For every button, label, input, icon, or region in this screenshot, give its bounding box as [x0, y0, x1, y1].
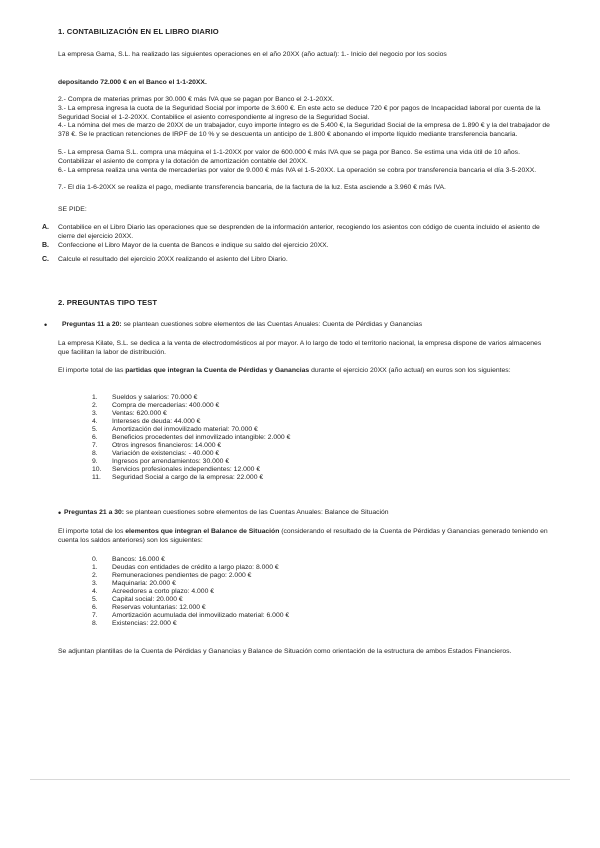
operation-2: 2.- Compra de materias primas por 30.000 € más IVA que se pagan por Banco el 2-1-20XX. — [58, 96, 335, 103]
section-1-heading: 1. CONTABILIZACIÓN EN EL LIBRO DIARIO — [58, 27, 219, 36]
task-c-text: Calcule el resultado del ejercicio 20XX realizando el asiento del Libro Diario. — [58, 256, 288, 263]
list-item: 1. Deudas con entidades de crédito a largo plazo: 8.000 € — [92, 564, 279, 571]
list-item: 0. Bancos: 16.000 € — [92, 556, 165, 563]
operation-7: 7.- El día 1-6-20XX se realiza el pago, mediante transferencia bancaria, de la factura de la luz. Esta asciende a 3.960 € más IVA. — [58, 184, 446, 191]
list-item: 8. Variación de existencias: - 40.000 € — [92, 450, 220, 457]
operation-6: 6.- La empresa realiza una venta de mercaderías por valor de 9.000 € más IVA el 1-5-20XX. La operación se cobra por transferencia bancaria el día 3-5-20XX. — [58, 167, 537, 174]
company-description: La empresa Kilate, S.L. se dedica a la venta de electrodomésticos al por mayor. A lo largo de todo el territorio nacional, la empresa dispone de varios almacenes que facilitan la labor de distribución. — [58, 340, 542, 356]
page-divider — [30, 779, 570, 780]
question-block-2-title: Preguntas 21 a 30: se plantean cuestiones sobre elementos de las Cuentas Anuales: Balance de Situación — [64, 509, 389, 516]
question-block-1-title: Preguntas 11 a 20: se plantean cuestiones sobre elementos de las Cuentas Anuales: Cuenta de Pérdidas y Ganancias — [62, 321, 423, 328]
list-item: 6. Beneficios procedentes del inmovilizado intangible: 2.000 € — [92, 434, 291, 441]
se-pide-label: SE PIDE: — [58, 206, 87, 213]
list-item: 1. Sueldos y salarios: 70.000 € — [92, 394, 198, 401]
task-c-marker: C. — [42, 256, 49, 263]
pyg-intro: El importe total de las partidas que integran la Cuenta de Pérdidas y Ganancias durante el ejercicio 20XX (año actual) en euros son los siguientes: — [58, 367, 511, 374]
balance-intro: El importe total de los elementos que integran el Balance de Situación (considerando el resultado de la Cuenta de Pérdidas y Ganancias generado teniendo en cuenta los saldos anteriores) son los siguientes: — [58, 528, 548, 544]
operation-4: 4.- La nómina del mes de marzo de 20XX de un trabajador, cuyo importe íntegro es de 5.400 €, la Seguridad Social de la empresa de 1.890 € y la del trabajador de 378 €. Se le practican retenciones de IRPF de 10 % y se descuenta un anticipo de 1.800 € abonando el importe líquido mediante transferencia bancaria. — [58, 122, 550, 138]
task-b-marker: B. — [42, 242, 49, 249]
bullet-icon: • — [58, 508, 62, 518]
list-item: 5. Capital social: 20.000 € — [92, 596, 183, 603]
list-item: 8. Existencias: 22.000 € — [92, 620, 177, 627]
list-item: 4. Acreedores a corto plazo: 4.000 € — [92, 588, 215, 595]
list-item: 6. Reservas voluntarias: 12.000 € — [92, 604, 206, 611]
list-item: 5. Amortización del inmovilizado material: 70.000 € — [92, 426, 258, 433]
list-item: 2. Remuneraciones pendientes de pago: 2.000 € — [92, 572, 252, 579]
list-item: 11. Seguridad Social a cargo de la empresa: 22.000 € — [92, 474, 264, 481]
task-a-text: Contabilice en el Libro Diario las operaciones que se desprenden de la información anterior, recogiendo los asientos con código de cuenta incluido el asiento de cierre del ejercicio 20XX. — [58, 224, 540, 240]
list-item: 4. Intereses de deuda: 44.000 € — [92, 418, 201, 425]
list-item: 2. Compra de mercaderías: 400.000 € — [92, 402, 220, 409]
operation-1-continuation: depositando 72.000 € en el Banco el 1-1-20XX. — [58, 79, 207, 86]
bullet-icon: • — [44, 320, 48, 330]
list-item: 3. Ventas: 620.000 € — [92, 410, 167, 417]
balance-items-list — [92, 556, 289, 628]
operation-3: 3.- La empresa ingresa la cuota de la Seguridad Social por importe de 3.600 €. En este acto se deduce 720 € por pagos de Incapacidad laboral por cuenta de la Seguridad Social el 1-2-20XX. Contabilice el asiento correspondiente al ingreso de la Seguridad Social. — [58, 105, 541, 121]
list-item: 7. Amortización acumulada del inmovilizado material: 6.000 € — [92, 612, 290, 619]
section-1-intro: La empresa Gama, S.L. ha realizado las siguientes operaciones en el año 20XX (año actual): 1.- Inicio del negocio por los socios — [58, 51, 447, 58]
section-2-heading: 2. PREGUNTAS TIPO TEST — [58, 298, 158, 307]
list-item: 3. Maquinaria: 20.000 € — [92, 580, 176, 587]
pyg-items-list — [92, 394, 290, 482]
operation-5: 5.- La empresa Gama S.L. compra una máquina el 1-1-20XX por valor de 600.000 € más IVA que se paga por Banco. Se estima una vida útil de 10 años. Contabilizar el asiento de compra y la dotación de amortización contable del 20XX. — [58, 149, 520, 165]
list-item: 9. Ingresos por arrendamientos: 30.000 € — [92, 458, 230, 465]
list-item: 7. Otros ingresos financieros: 14.000 € — [92, 442, 222, 449]
task-b-text: Confeccione el Libro Mayor de la cuenta de Bancos e indique su saldo del ejercicio 20XX. — [58, 242, 329, 249]
list-item: 10. Servicios profesionales independientes: 12.000 € — [92, 466, 261, 473]
closing-note: Se adjuntan plantillas de la Cuenta de Pérdidas y Ganancias y Balance de Situación como orientación de la estructura de ambos Estados Financieros. — [58, 648, 512, 655]
task-a-marker: A. — [42, 224, 49, 231]
